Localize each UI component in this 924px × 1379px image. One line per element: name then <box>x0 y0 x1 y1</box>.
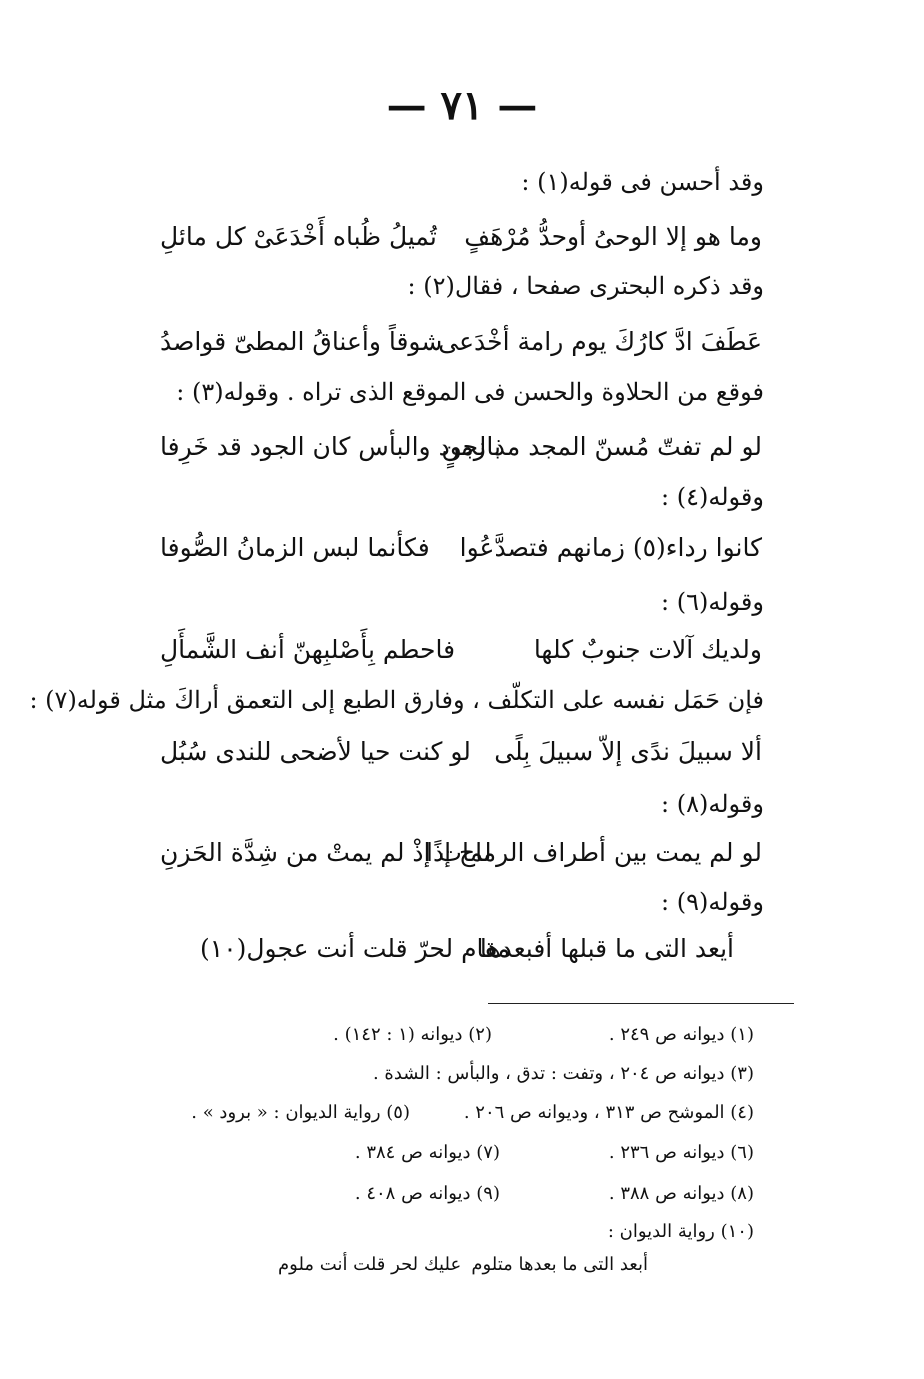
footnote-5: (٥) رواية الديوان : « برود » . <box>191 1102 410 1123</box>
verse-7-first-hemistich: لو لم يمت بين أطراف الرماح إذًا <box>426 838 762 867</box>
footnote-1: (١) ديوانه ص ٢٤٩ . <box>608 1024 754 1045</box>
verse-2-first-hemistich: عَطَفَ ادَّ كارُكَ يوم رامة أخْدَعى <box>438 327 762 356</box>
body-line-intro-2: وقد ذكره البحترى صفحا ، فقال(٢) : <box>407 272 764 300</box>
footnote-9: (٩) ديوانه ص ٤٠٨ . <box>354 1183 500 1204</box>
footnote-separator <box>488 1003 794 1004</box>
footnote-8: (٨) ديوانه ص ٣٨٨ . <box>608 1183 754 1204</box>
verse-3-first-hemistich: لو لم تفتّ مُسنّ المجد مذ زمنٍ <box>441 432 762 461</box>
footnote-7: (٧) ديوانه ص ٣٨٤ . <box>354 1142 500 1163</box>
verse-7-second-hemistich: لمات إذْ لم يمتْ من شِدَّة الحَزنِ <box>160 838 492 867</box>
page-number: — ٧١ — <box>386 82 538 129</box>
footnote-verse-second-hemistich: عليك لحر قلت أنت ملوم <box>278 1254 462 1275</box>
body-line-intro-1: وقد أحسن فى قوله(١) : <box>521 168 764 196</box>
body-line-intro-5: وقوله(٦) : <box>661 588 764 616</box>
body-line-intro-7: وقوله(٨) : <box>661 790 764 818</box>
verse-8-first-hemistich: أيعد التى ما قبلها أفبعدها <box>479 934 734 963</box>
verse-8-second-hemistich: مقام لحرّ قلت أنت عجول(١٠) <box>200 934 511 963</box>
verse-1-first-hemistich: وما هو إلا الوحىُ أوحدُّ مُرْهَفٍ <box>464 222 762 251</box>
verse-1-second-hemistich: تُميلُ ظُباه أَخْدَعَىْ كل مائلِ <box>160 222 437 251</box>
body-line-intro-8: وقوله(٩) : <box>661 888 764 916</box>
verse-5-second-hemistich: فاحطم بِأَصْلبِهنّ أنف الشَّمأَلِ <box>160 635 456 664</box>
footnote-2: (٢) ديوانه (١ : ١٤٢) . <box>333 1024 492 1045</box>
verse-4-first-hemistich: كانوا رداء(٥) زمانهم فتصدَّعُوا <box>459 533 762 562</box>
footnote-10: (١٠) رواية الديوان : <box>607 1221 754 1242</box>
footnote-verse-first-hemistich: أبعد التى ما بعدها متلوم <box>471 1254 648 1275</box>
verse-6-first-hemistich: ألا سبيلَ ندًى إلاّ سبيلَ بِلًى <box>494 737 762 766</box>
footnote-4: (٤) الموشح ص ٣١٣ ، وديوانه ص ٢٠٦ . <box>463 1102 754 1123</box>
verse-6-second-hemistich: لو كنت حيا لأضحى للندى سُبُل <box>160 737 471 766</box>
verse-2-second-hemistich: شوقاً وأعناقُ المطىّ قواصدُ <box>160 327 443 356</box>
body-line-intro-4: وقوله(٤) : <box>661 483 764 511</box>
footnote-3: (٣) ديوانه ص ٢٠٤ ، وتفت : تدق ، والبأس : الشدة . <box>372 1063 754 1084</box>
body-line-intro-3: فوقع من الحلاوة والحسن فى الموقع الذى تراه . وقوله(٣) : <box>176 378 764 406</box>
verse-3-second-hemistich: بالجود والبأس كان الجود قد خَرِفا <box>160 432 501 461</box>
footnote-6: (٦) ديوانه ص ٢٣٦ . <box>608 1142 754 1163</box>
body-line-intro-6: فإن حَمَل نفسه على التكلّف ، وفارق الطبع إلى التعمق أراكَ مثل قوله(٧) : <box>29 686 764 714</box>
verse-4-second-hemistich: فكأنما لبس الزمانُ الصُّوفا <box>160 533 430 562</box>
verse-5-first-hemistich: ولديك آلات جنوبٌ كلها <box>533 635 762 664</box>
